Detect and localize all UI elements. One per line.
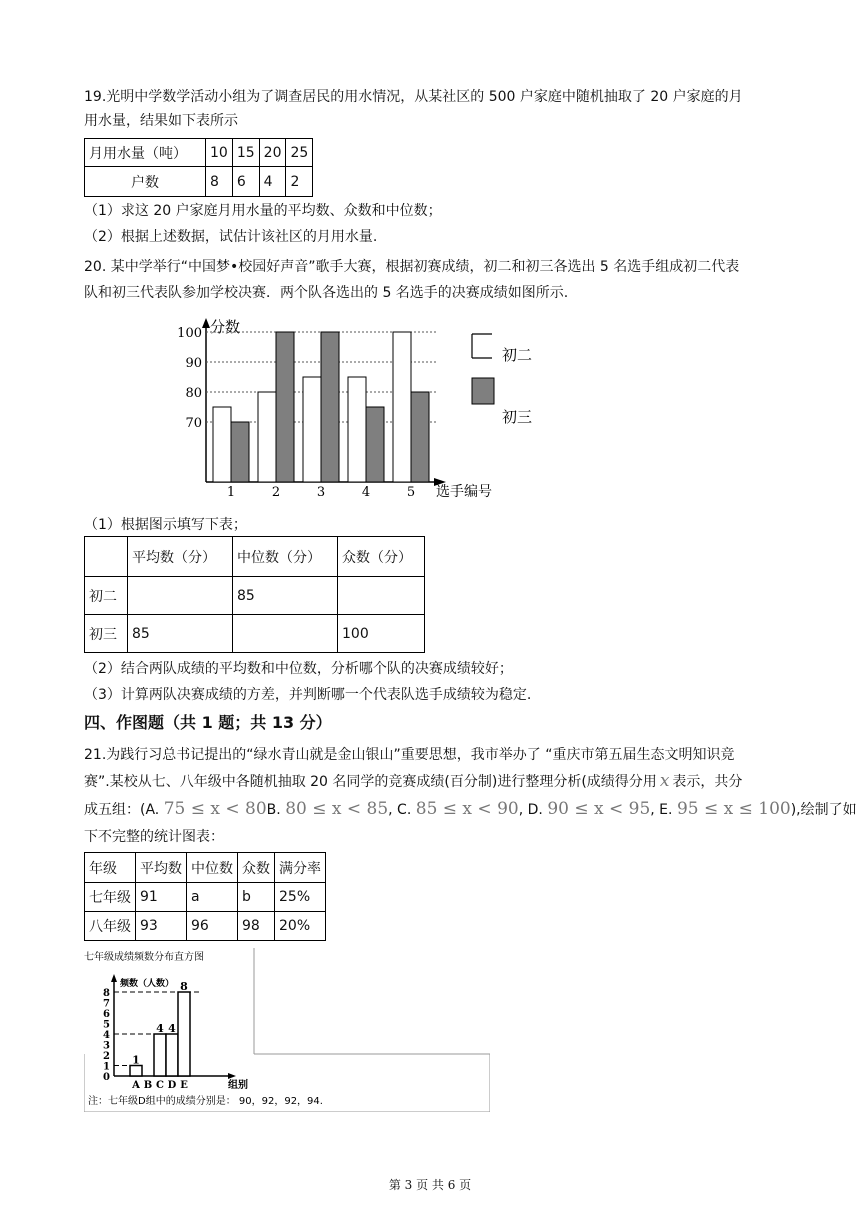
x-tick-label: E [180,1080,188,1091]
y-axis-arrow [111,974,117,982]
data-label: 4 [156,1022,164,1035]
q20-line2: 队和初三代表队参加学校决赛．两个队各选出的 5 名选手的决赛成绩如图所示. [84,285,569,301]
q20-row-label: 初二 [85,577,128,615]
q20-cell: 85 [128,615,233,653]
q21-line3 [84,798,857,821]
section-heading: 四、作图题（共 1 题；共 13 分） [84,713,332,732]
y-tick-label: 4 [103,1030,110,1041]
q20-row-label: 初三 [85,615,128,653]
histogram-bar [178,992,190,1076]
q19-sub1: （1）求这 20 户家庭月用水量的平均数、众数和中位数； [84,203,442,219]
q20-stats-table [84,536,425,653]
x-axis-label: 选手编号 [436,484,492,500]
histogram-bar [130,1066,142,1077]
q21-line4: 下不完整的统计图表： [84,829,224,845]
y-axis-label: 频数（人数） [120,979,175,989]
q21-cell: b [238,883,275,912]
x-tick-label: 5 [406,485,416,500]
y-axis-arrow [202,318,210,328]
bar-grade3 [366,407,384,482]
legend-label-grade2: 初二 [502,346,533,364]
q21-header-cell: 平均数 [136,853,187,883]
bar-grade2 [258,392,276,482]
q21-line3-tail: ),绘制了如 [790,802,857,818]
q20-sub2: （2）结合两队成绩的平均数和中位数，分析哪个队的决赛成绩较好； [84,661,513,677]
q21-group-e-range: 95 ≤ x ≤ 100 [676,799,791,819]
q19-row2-cell: 4 [259,167,286,197]
legend-swatch-grade2 [472,334,492,358]
q21-line2 [84,770,804,793]
q21-group-e-label: , E. [650,802,673,818]
q21-cell: 20% [275,912,326,941]
q20-cell [338,577,425,615]
y-tick-label: 7 [103,998,110,1010]
y-tick-label: 80 [185,386,202,401]
x-tick-label: 1 [226,485,236,500]
q21-group-b-label: B. [266,802,281,818]
q21-group-d-range: 90 ≤ x < 95 [547,799,651,819]
histogram-bar [154,1034,166,1076]
histogram-image [84,948,490,1112]
q19-row2-cell: 8 [206,167,233,197]
y-tick-label: 1 [103,1061,110,1073]
histogram-bar [166,1034,178,1076]
q21-stats-table [84,852,326,941]
bar-grade2 [303,377,321,482]
x-tick-label: A [132,1080,140,1091]
q19-row1-cell: 15 [232,139,259,167]
bar-grade2 [213,407,231,482]
q20-cell: 100 [338,615,425,653]
y-axis-label: 分数 [210,318,241,336]
q21-header-cell: 中位数 [187,853,238,883]
q19-line1: 19.光明中学数学活动小组为了调查居民的用水情况，从某社区的 500 户家庭中随机抽取了 20 户家庭的月 [84,89,743,105]
bar-grade3 [411,392,429,482]
bar-grade2 [348,377,366,482]
grade7-histogram [84,948,490,1112]
q19-row2-label: 户数 [85,167,206,197]
q21-line1: 21.为践行习总书记提出的“绿水青山就是金山银山”重要思想，我市举办了 “重庆市第五届生态文明知识竞 [84,747,735,763]
data-label: 1 [132,1053,140,1067]
bar-grade2 [393,332,411,482]
q21-group-c-label: , C. [388,802,412,818]
q21-row-label: 七年级 [85,883,136,912]
q20-header-cell: 众数（分） [338,537,425,577]
q21-group-a-label: 成五组：(A. [84,802,160,818]
data-label: 8 [180,980,188,993]
q20-header-cell [85,537,128,577]
q20-line1: 20. 某中学举行“中国梦•校园好声音”歌手大赛，根据初赛成绩，初二和初三各选出 5 名选手组成初二代表 [84,259,740,275]
q21-group-b-range: 80 ≤ x < 85 [285,799,389,819]
q21-cell: 96 [187,912,238,941]
q21-variable: x [659,771,670,791]
q19-row1-cell: 10 [206,139,233,167]
x-tick-label: D [167,1080,177,1091]
q19-row1-cell: 25 [286,139,313,167]
x-tick-label: B [143,1080,153,1091]
q20-sub3: （3）计算两队决赛成绩的方差，并判断哪一个代表队选手成绩较为稳定. [84,687,532,703]
q21-header-cell: 众数 [238,853,275,883]
q21-cell: 93 [136,912,187,941]
y-tick-label: 0 [103,1072,110,1083]
y-tick-label: 90 [185,356,202,371]
y-tick-label: 3 [103,1040,110,1052]
q21-group-c-range: 85 ≤ x < 90 [415,799,519,819]
q20-cell [128,577,233,615]
q19-row1-cell: 20 [259,139,286,167]
bar-grade3 [231,422,249,482]
q21-cell: 25% [275,883,326,912]
q21-header-cell: 满分率 [275,853,326,883]
q21-cell: a [187,883,238,912]
y-tick-label: 2 [103,1051,110,1062]
bar-grade3 [276,332,294,482]
q19-row1-label: 月用水量（吨） [85,139,206,167]
q21-header-cell: 年级 [85,853,136,883]
score-bar-chart [176,312,556,502]
page-footer: 第 3 页 共 6 页 [388,1178,472,1192]
bar-grade3 [321,332,339,482]
q20-header-cell: 平均数（分） [128,537,233,577]
q19-row2-cell: 2 [286,167,313,197]
y-tick-label: 100 [177,326,202,341]
y-tick-label: 70 [185,416,202,431]
q21-row-label: 八年级 [85,912,136,941]
x-tick-label: C [156,1080,164,1091]
q20-cell [233,615,338,653]
q21-cell: 91 [136,883,187,912]
legend-label-grade3: 初三 [502,408,533,426]
x-tick-label: 4 [361,485,371,500]
q21-line2-tail: 表示，共分 [672,774,743,790]
q20-sub1: （1）根据图示填写下表； [84,517,247,533]
q19-line2: 用水量，结果如下表所示 [84,113,238,129]
q20-cell: 85 [233,577,338,615]
y-tick-label: 6 [103,1009,110,1020]
x-axis-arrow [228,1073,236,1079]
histogram-note: 注：七年级D组中的成绩分别是： 90，92，92，94. [88,1096,323,1107]
y-tick-label: 5 [103,1019,110,1031]
q19-row2-cell: 6 [232,167,259,197]
x-tick-label: 3 [316,485,326,500]
legend-swatch-grade3 [472,378,494,404]
q21-cell: 98 [238,912,275,941]
q19-sub2: （2）根据上述数据，试估计该社区的月用水量. [84,229,378,245]
x-axis-label: 组别 [228,1080,248,1091]
data-label: 4 [168,1022,176,1035]
q21-group-d-label: , D. [518,802,543,818]
q20-header-cell: 中位数（分） [233,537,338,577]
x-tick-label: 2 [271,485,281,500]
y-tick-label: 8 [103,988,110,999]
histogram-title: 七年级成绩频数分布直方图 [84,952,204,963]
q19-water-table [84,138,313,197]
q21-line2-text: 赛”.某校从七、八年级中各随机抽取 20 名同学的竞赛成绩(百分制)进行整理分析(成绩得分用 [84,774,657,790]
q21-group-a-range: 75 ≤ x < 80 [163,799,267,819]
